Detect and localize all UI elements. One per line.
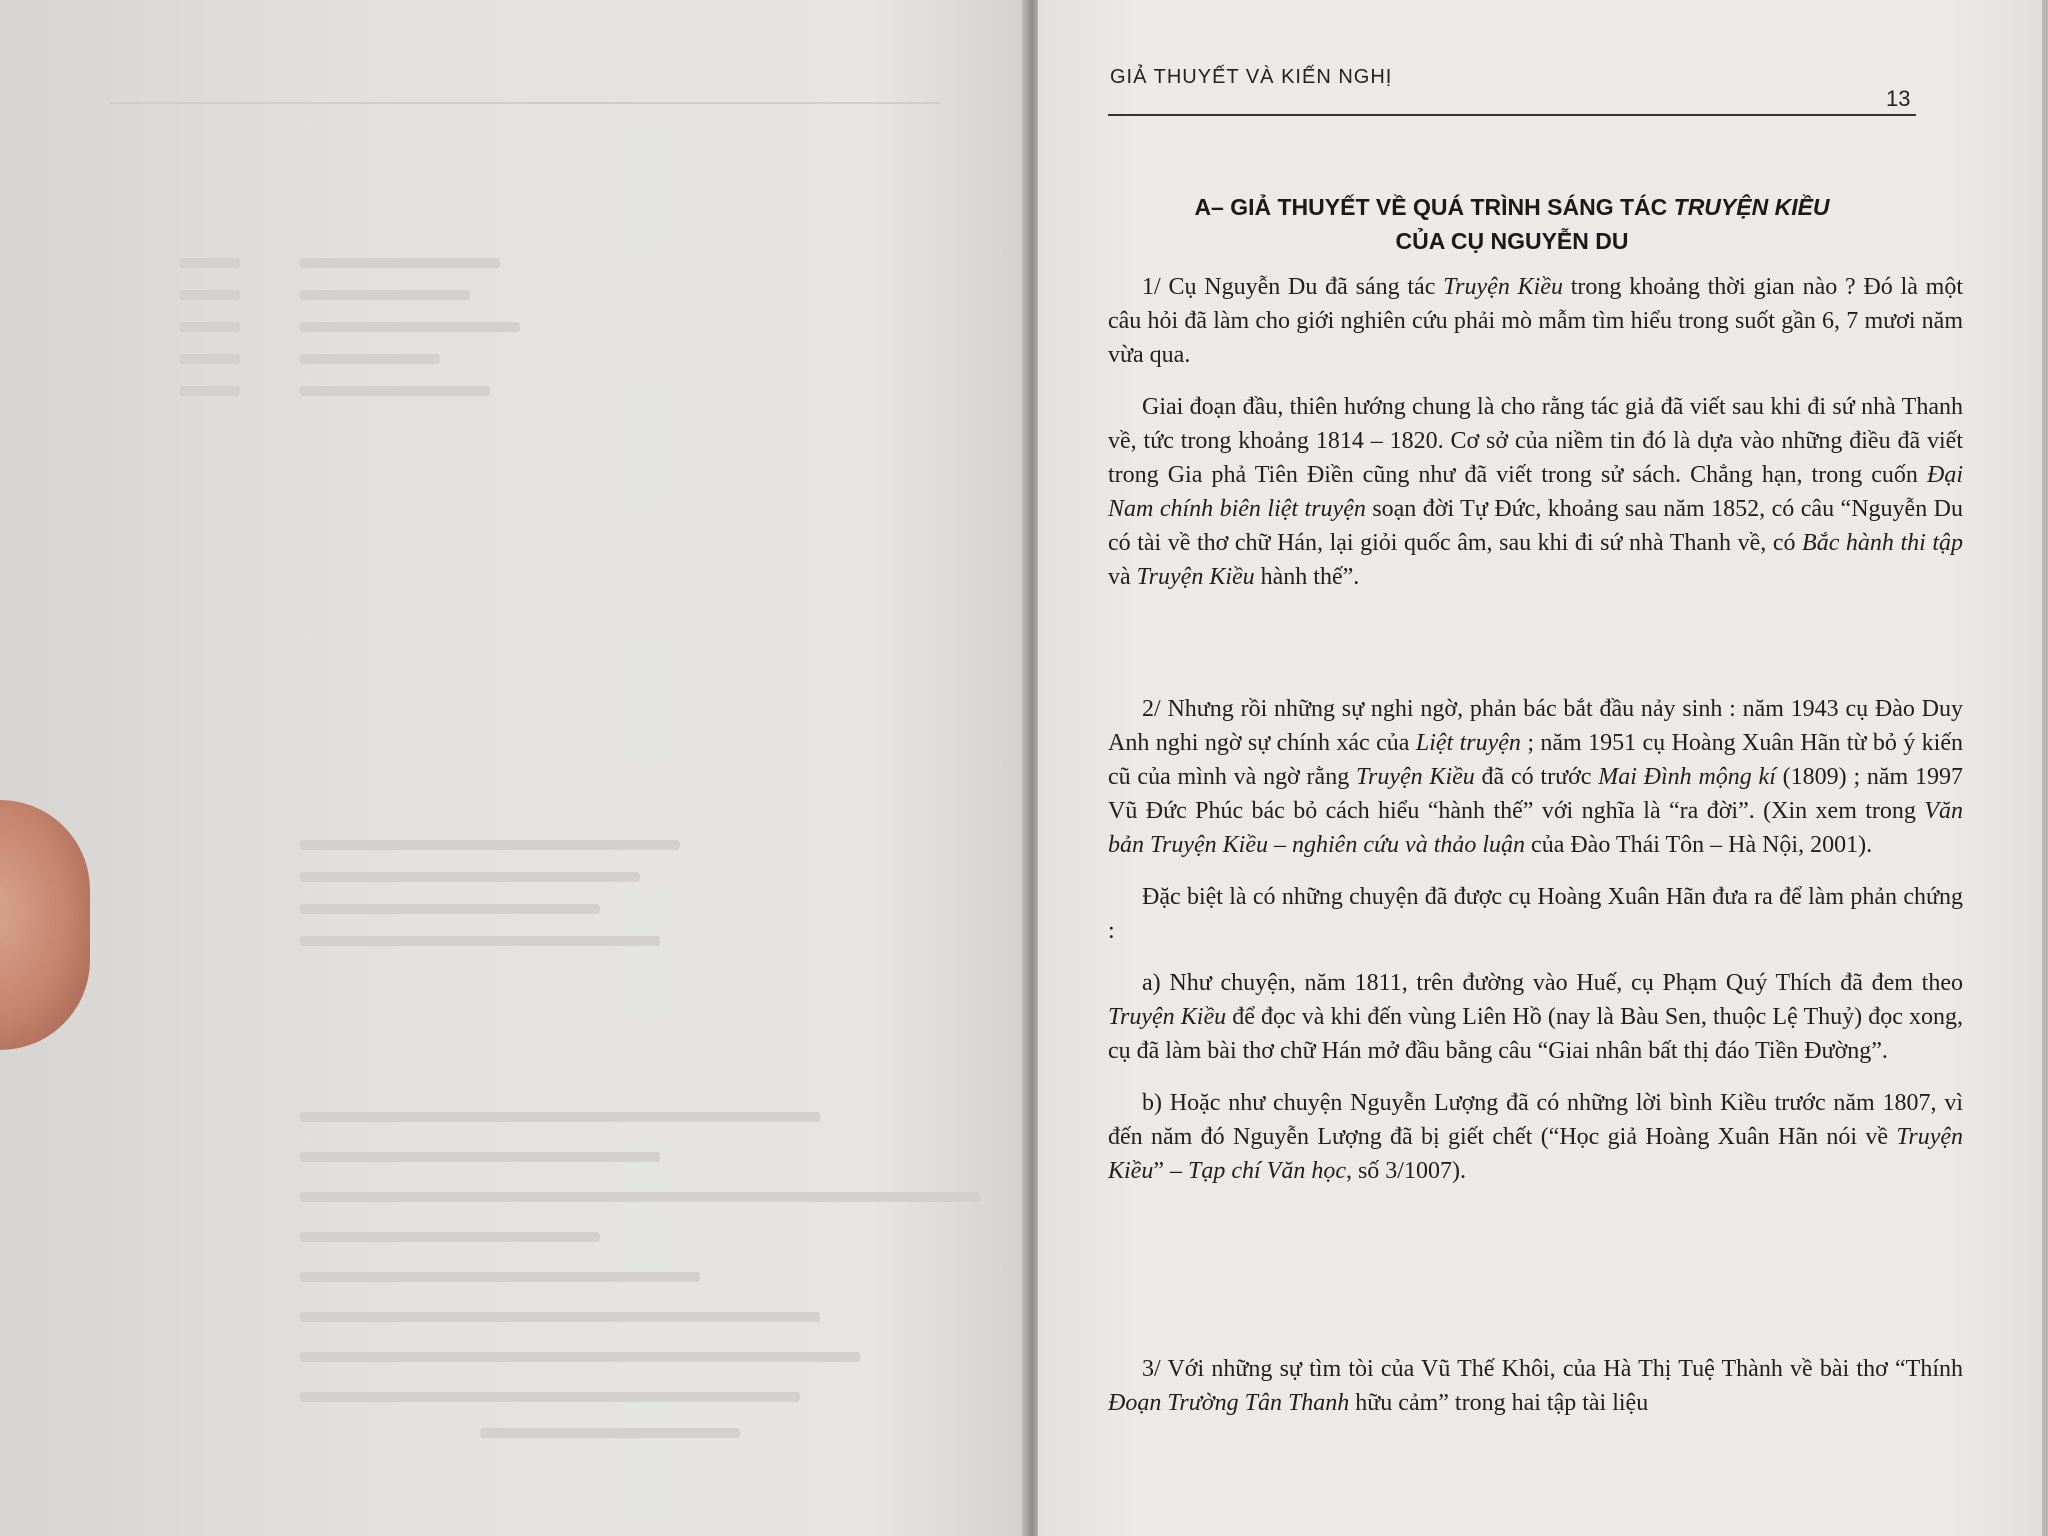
ghost-text-line (180, 290, 240, 300)
italic-title: Đoạn Trường Tân Thanh (1108, 1390, 1350, 1416)
ghost-text-line (300, 1232, 600, 1242)
italic-title: Đại Nam chính biên liệt truyện (1108, 462, 1963, 522)
paragraph-2: Giai đoạn đầu, thiên hướng chung là cho rằng tác giả đã viết sau khi đi sứ nhà Thanh về, tức trong khoảng 1814 – 1820. Cơ sở của niềm tin đó là dựa vào những điều đã viết trong Gia phả Tiên Điền cũng như đã viết trong sử sách. Chẳng hạn, trong cuốn Đại Nam chính biên liệt truyện soạn đời Tự Đức, khoảng sau năm 1852, có câu “Nguyễn Du có tài về thơ chữ Hán, lại giỏi quốc âm, sau khi đi sứ nhà Thanh về, có Bắc hành thi tập và Truyện Kiều hành thế”. (1108, 394, 1963, 590)
ghost-text-line (300, 1272, 700, 1282)
left-page-header-rule (110, 102, 940, 104)
italic-title: Văn bản Truyện Kiều – nghiên cứu và thảo luận (1108, 798, 1963, 858)
section-title-italic: TRUYỆN KIỀU (1673, 194, 1830, 220)
ghost-text-line (300, 1192, 980, 1202)
ghost-text-line (300, 258, 500, 268)
ghost-text-line (300, 386, 490, 396)
italic-title: Tạp chí Văn học (1187, 1158, 1346, 1184)
section-title-prefix: A– GIẢ THUYẾT VỀ QUÁ TRÌNH SÁNG TÁC (1194, 194, 1674, 220)
paragraph-3: 2/ Nhưng rồi những sự nghi ngờ, phản bác bắt đầu nảy sinh : năm 1943 cụ Đào Duy Anh nghi ngờ sự chính xác của Liệt truyện ; năm 1951 cụ Hoàng Xuân Hãn từ bỏ ý kiến cũ của mình và ngờ rằng Truyện Kiều đã có trước Mai Đình mộng kí (1809) ; năm 1997 Vũ Đức Phúc bác bỏ cách hiểu “hành thế” với nghĩa là “ra đời”. (Xin xem trong Văn bản Truyện Kiều – nghiên cứu và thảo luận của Đào Thái Tôn – Hà Nội, 2001). (1108, 696, 1964, 858)
paragraph-4: Đặc biệt là có những chuyện đã được cụ Hoàng Xuân Hãn đưa ra để làm phản chứng : (1108, 884, 1963, 944)
header-rule (1108, 114, 1916, 116)
running-header: GIẢ THUYẾT VÀ KIẾN NGHỊ (1110, 66, 1393, 88)
body-block-1 (1108, 270, 1963, 612)
paragraph-1: 1/ Cụ Nguyễn Du đã sáng tác Truyện Kiều trong khoảng thời gian nào ? Đó là một câu hỏi đã làm cho giới nghiên cứu phải mò mẫm tìm hiểu trong suốt gần 6, 7 mươi năm vừa qua. (1108, 274, 1964, 368)
ghost-text-line (300, 1392, 800, 1402)
italic-title: Truyện Kiều (1108, 1124, 1963, 1184)
ghost-text-line (180, 258, 240, 268)
section-title-line1 (1108, 190, 1916, 224)
ghost-text-line (300, 904, 600, 914)
ghost-text-line (300, 1152, 660, 1162)
ghost-text-line (300, 290, 470, 300)
ghost-text-line (300, 1312, 820, 1322)
italic-title: Liệt truyện (1415, 730, 1521, 756)
section-title (1108, 190, 1916, 258)
italic-title: Truyện Kiều (1136, 564, 1255, 590)
ghost-text-line (300, 840, 680, 850)
ghost-text-line (480, 1428, 740, 1438)
ghost-text-line (180, 322, 240, 332)
paragraph-5: a) Như chuyện, năm 1811, trên đường vào Huế, cụ Phạm Quý Thích đã đem theo Truyện Kiều để đọc và khi đến vùng Liên Hồ (nay là Bàu Sen, thuộc Lệ Thuỷ) đọc xong, cụ đã làm bài thơ chữ Hán mở đầu bằng câu “Giai nhân bất thị đáo Tiền Đường”. (1108, 970, 1963, 1064)
ghost-text-line (300, 322, 520, 332)
italic-title: Truyện Kiều (1108, 1004, 1227, 1030)
body-block-3 (1108, 1352, 1963, 1438)
ghost-text-line (300, 936, 660, 946)
paragraph-6: b) Hoặc như chuyện Nguyễn Lượng đã có những lời bình Kiều trước năm 1807, vì đến năm đó Nguyễn Lượng đã bị giết chết (“Học giả Hoàng Xuân Hãn nói về Truyện Kiều” – Tạp chí Văn học, số 3/1007). (1108, 1090, 1963, 1184)
italic-title: Mai Đình mộng kí (1598, 764, 1776, 790)
ghost-text-line (300, 872, 640, 882)
ghost-text-line (300, 1112, 820, 1122)
paragraph-7: 3/ Với những sự tìm tòi của Vũ Thế Khôi, của Hà Thị Tuệ Thành về bài thơ “Thính Đoạn Trường Tân Thanh hữu cảm” trong hai tập tài liệu (1108, 1356, 1963, 1416)
body-block-2 (1108, 692, 1963, 1206)
thumb (0, 800, 90, 1050)
ghost-text-line (300, 1352, 860, 1362)
page-edge (2042, 0, 2048, 1536)
page-number: 13 (1886, 86, 1911, 111)
ghost-text-line (300, 354, 440, 364)
italic-title: Truyện Kiều (1355, 764, 1475, 790)
ghost-text-line (180, 354, 240, 364)
section-title-line2: CỦA CỤ NGUYỄN DU (1395, 228, 1629, 254)
italic-title: Truyện Kiều (1443, 274, 1563, 300)
italic-title: Bắc hành thi tập (1802, 530, 1963, 556)
ghost-text-line (180, 386, 240, 396)
